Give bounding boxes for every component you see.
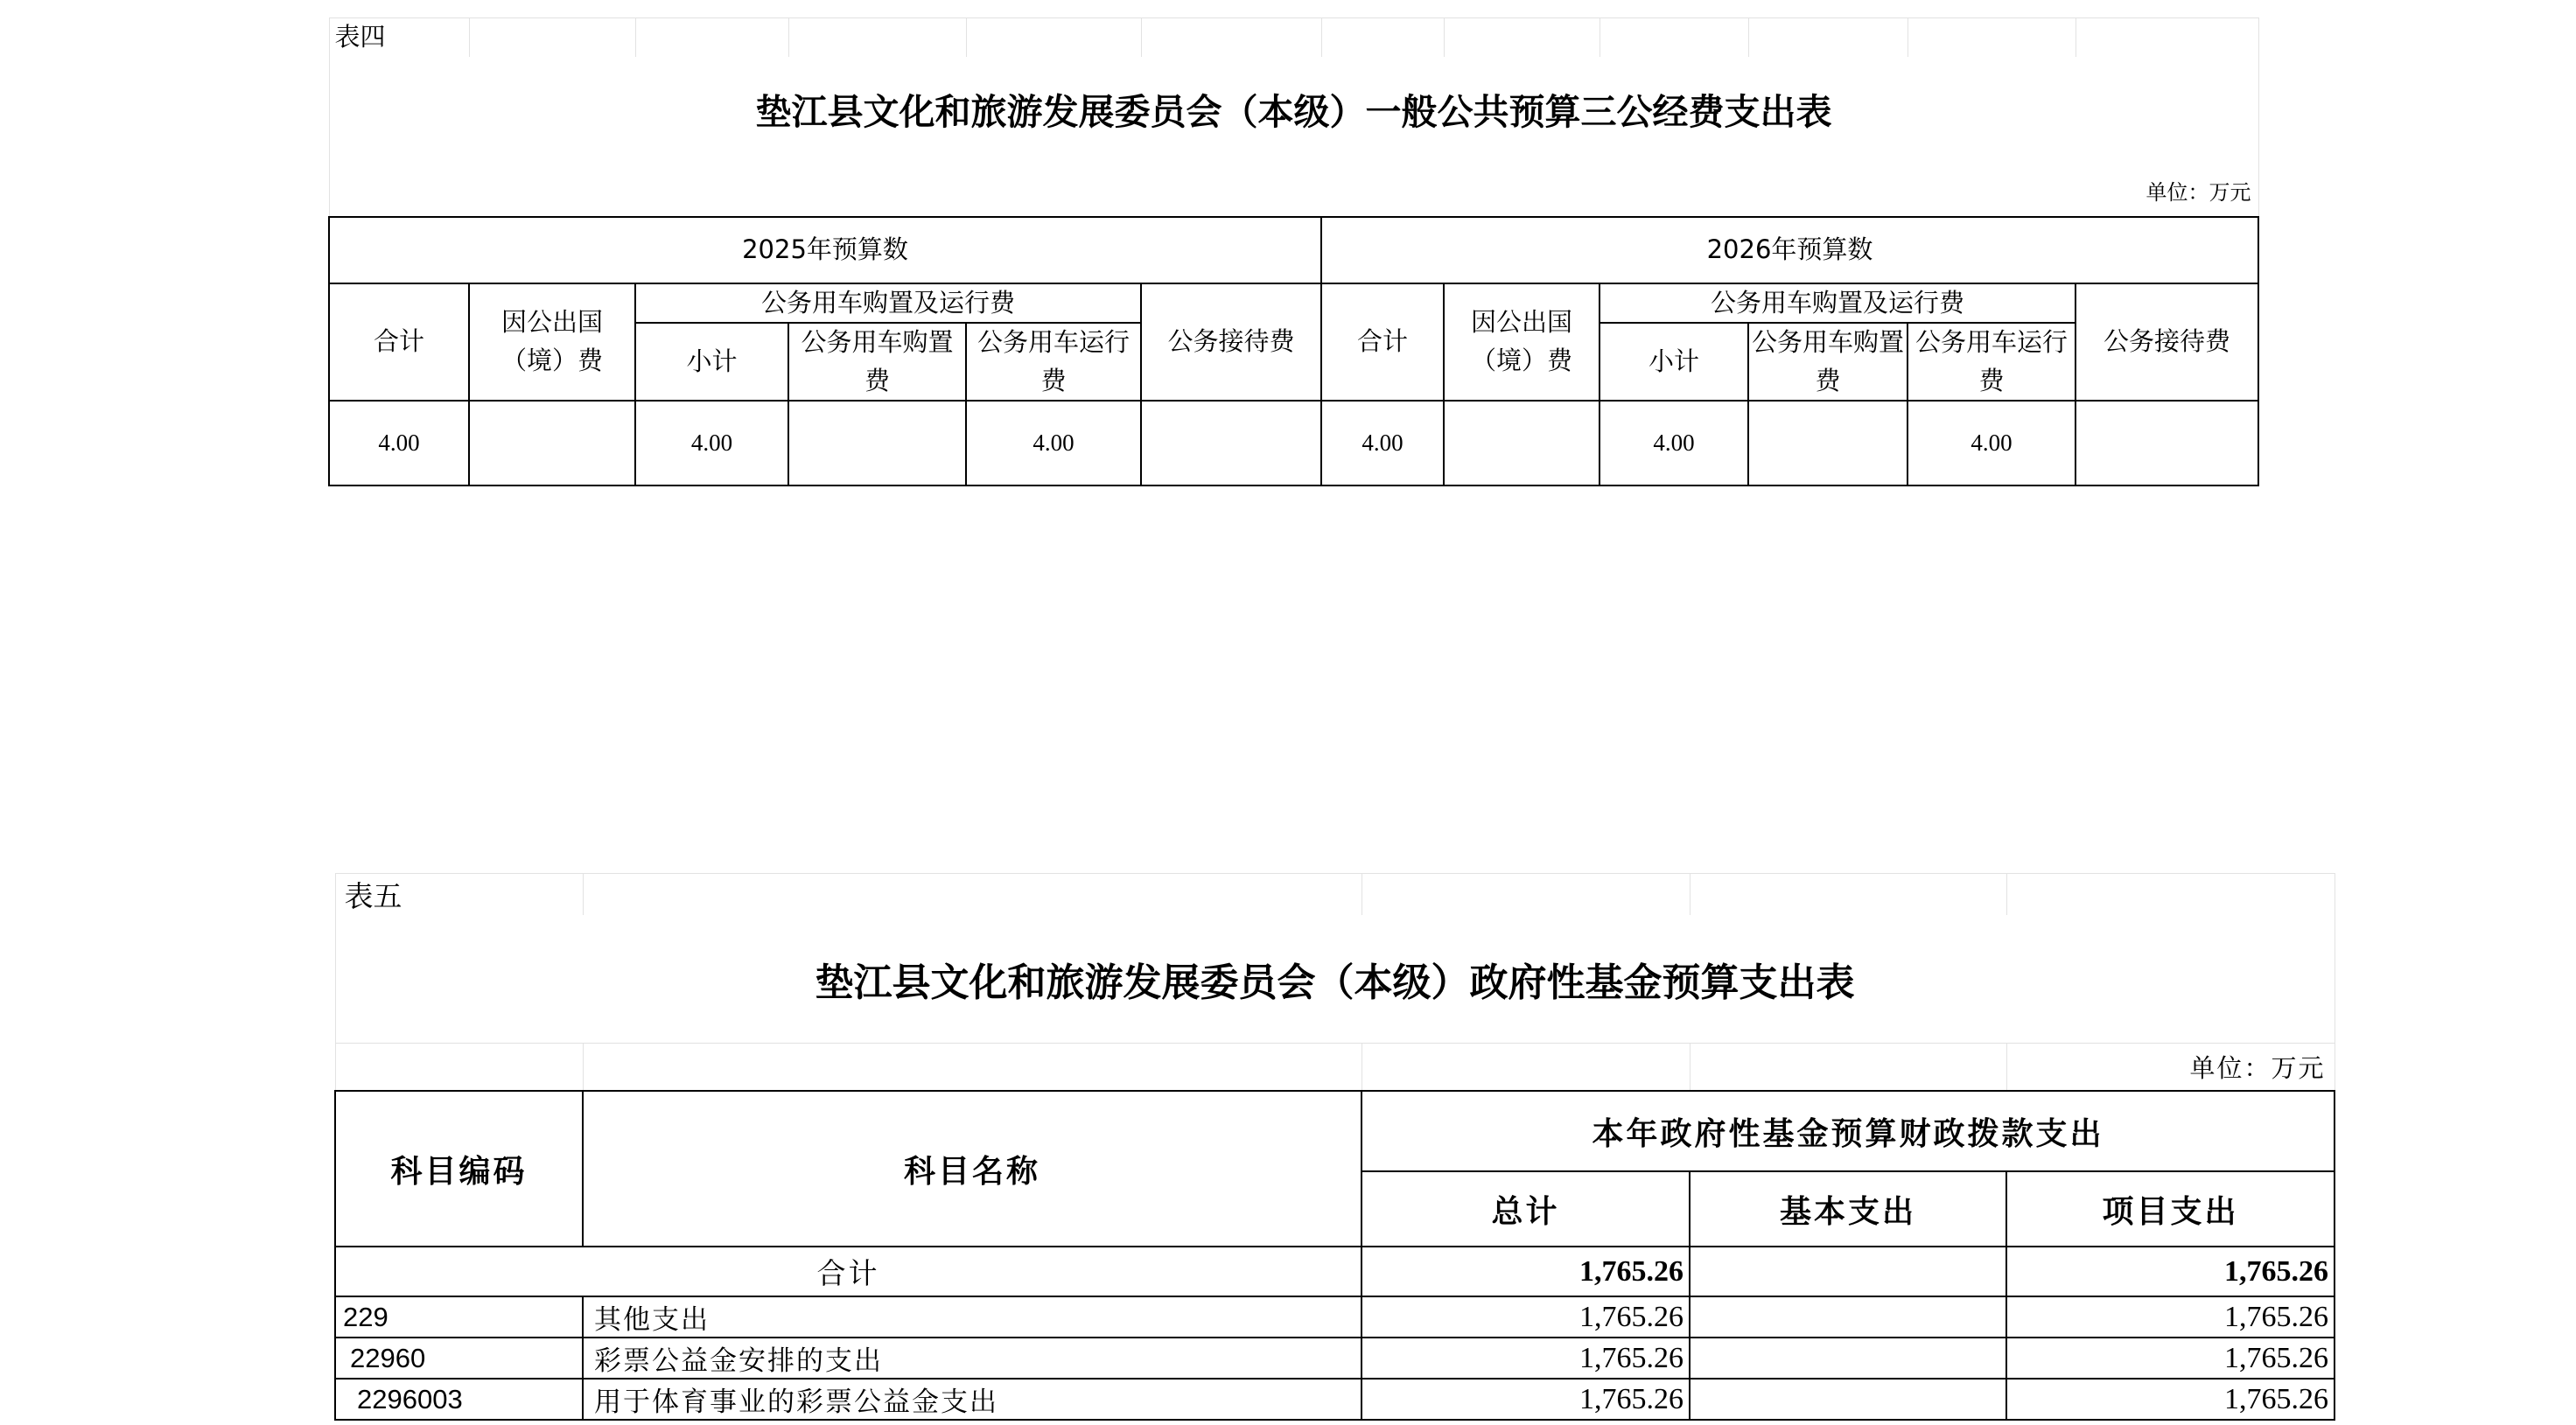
year-header-2026: 2026年预算数	[1321, 217, 2258, 283]
table5-label: 表五	[335, 874, 583, 916]
table-row	[335, 1338, 2334, 1379]
col-subtotal-2026: 小计	[1600, 323, 1748, 401]
col-subtotal-2025: 小计	[635, 323, 788, 401]
row-basic	[1690, 1379, 2006, 1420]
row-code: 22960	[335, 1338, 583, 1379]
value-subtotal-2026: 4.00	[1600, 401, 1748, 485]
row-total: 1,765.26	[1362, 1338, 1690, 1379]
row-project: 1,765.26	[2006, 1296, 2334, 1338]
col-vehicle-group-2026: 公务用车购置及运行费	[1600, 283, 2076, 324]
col-abroad-2025: 因公出国 （境）费	[469, 283, 635, 402]
total-row-label: 合计	[335, 1247, 1362, 1296]
col-operation-2025: 公务用车运行费	[966, 323, 1141, 401]
value-reception-2025	[1141, 401, 1321, 485]
three-public-expenses-table	[328, 17, 2259, 486]
col-purchase-2026: 公务用车购置费	[1748, 323, 1908, 401]
table4-unit: 单位：万元	[329, 169, 2258, 217]
total-row-basic	[1690, 1247, 2006, 1296]
col-subject-code: 科目编码	[335, 1091, 583, 1247]
col-vehicle-group-2025: 公务用车购置及运行费	[635, 283, 1141, 324]
year-header-2025: 2025年预算数	[329, 217, 1321, 283]
row-code: 2296003	[335, 1379, 583, 1420]
col-subject-name: 科目名称	[583, 1091, 1362, 1247]
table4-title: 垫江县文化和旅游发展委员会（本级）一般公共预算三公经费支出表	[329, 57, 2258, 169]
row-code: 229	[335, 1296, 583, 1338]
total-row-total: 1,765.26	[1362, 1247, 1690, 1296]
col-reception-2025: 公务接待费	[1141, 283, 1321, 402]
col-total-2026: 合计	[1321, 283, 1444, 402]
row-total: 1,765.26	[1362, 1379, 1690, 1420]
col-fund-group: 本年政府性基金预算财政拨款支出	[1362, 1091, 2334, 1171]
col-reception-2026: 公务接待费	[2076, 283, 2258, 402]
table-row	[335, 1296, 2334, 1338]
value-reception-2026	[2076, 401, 2258, 485]
col-total-2025: 合计	[329, 283, 469, 402]
col-grand-total: 总计	[1362, 1171, 1690, 1247]
row-name: 用于体育事业的彩票公益金支出	[583, 1379, 1362, 1420]
col-purchase-2025: 公务用车购置费	[788, 323, 966, 401]
col-abroad-2026: 因公出国 （境）费	[1444, 283, 1600, 402]
value-total-2025: 4.00	[329, 401, 469, 485]
table5-unit: 单位：万元	[2006, 1043, 2334, 1091]
value-abroad-2026	[1444, 401, 1600, 485]
col-operation-2026: 公务用车运行费	[1908, 323, 2076, 401]
row-total: 1,765.26	[1362, 1296, 1690, 1338]
row-basic	[1690, 1338, 2006, 1379]
table4-label: 表四	[329, 18, 469, 57]
row-name: 其他支出	[583, 1296, 1362, 1338]
value-abroad-2025	[469, 401, 635, 485]
total-row-project: 1,765.26	[2006, 1247, 2334, 1296]
col-basic-expense: 基本支出	[1690, 1171, 2006, 1247]
value-total-2026: 4.00	[1321, 401, 1444, 485]
table-row	[335, 1379, 2334, 1420]
row-project: 1,765.26	[2006, 1379, 2334, 1420]
row-basic	[1690, 1296, 2006, 1338]
row-name: 彩票公益金安排的支出	[583, 1338, 1362, 1379]
value-purchase-2026	[1748, 401, 1908, 485]
government-fund-budget-table	[334, 873, 2335, 1421]
table5-title: 垫江县文化和旅游发展委员会（本级）政府性基金预算支出表	[335, 915, 2334, 1043]
value-purchase-2025	[788, 401, 966, 485]
value-operation-2025: 4.00	[966, 401, 1141, 485]
col-project-expense: 项目支出	[2006, 1171, 2334, 1247]
row-project: 1,765.26	[2006, 1338, 2334, 1379]
value-operation-2026: 4.00	[1908, 401, 2076, 485]
value-subtotal-2025: 4.00	[635, 401, 788, 485]
